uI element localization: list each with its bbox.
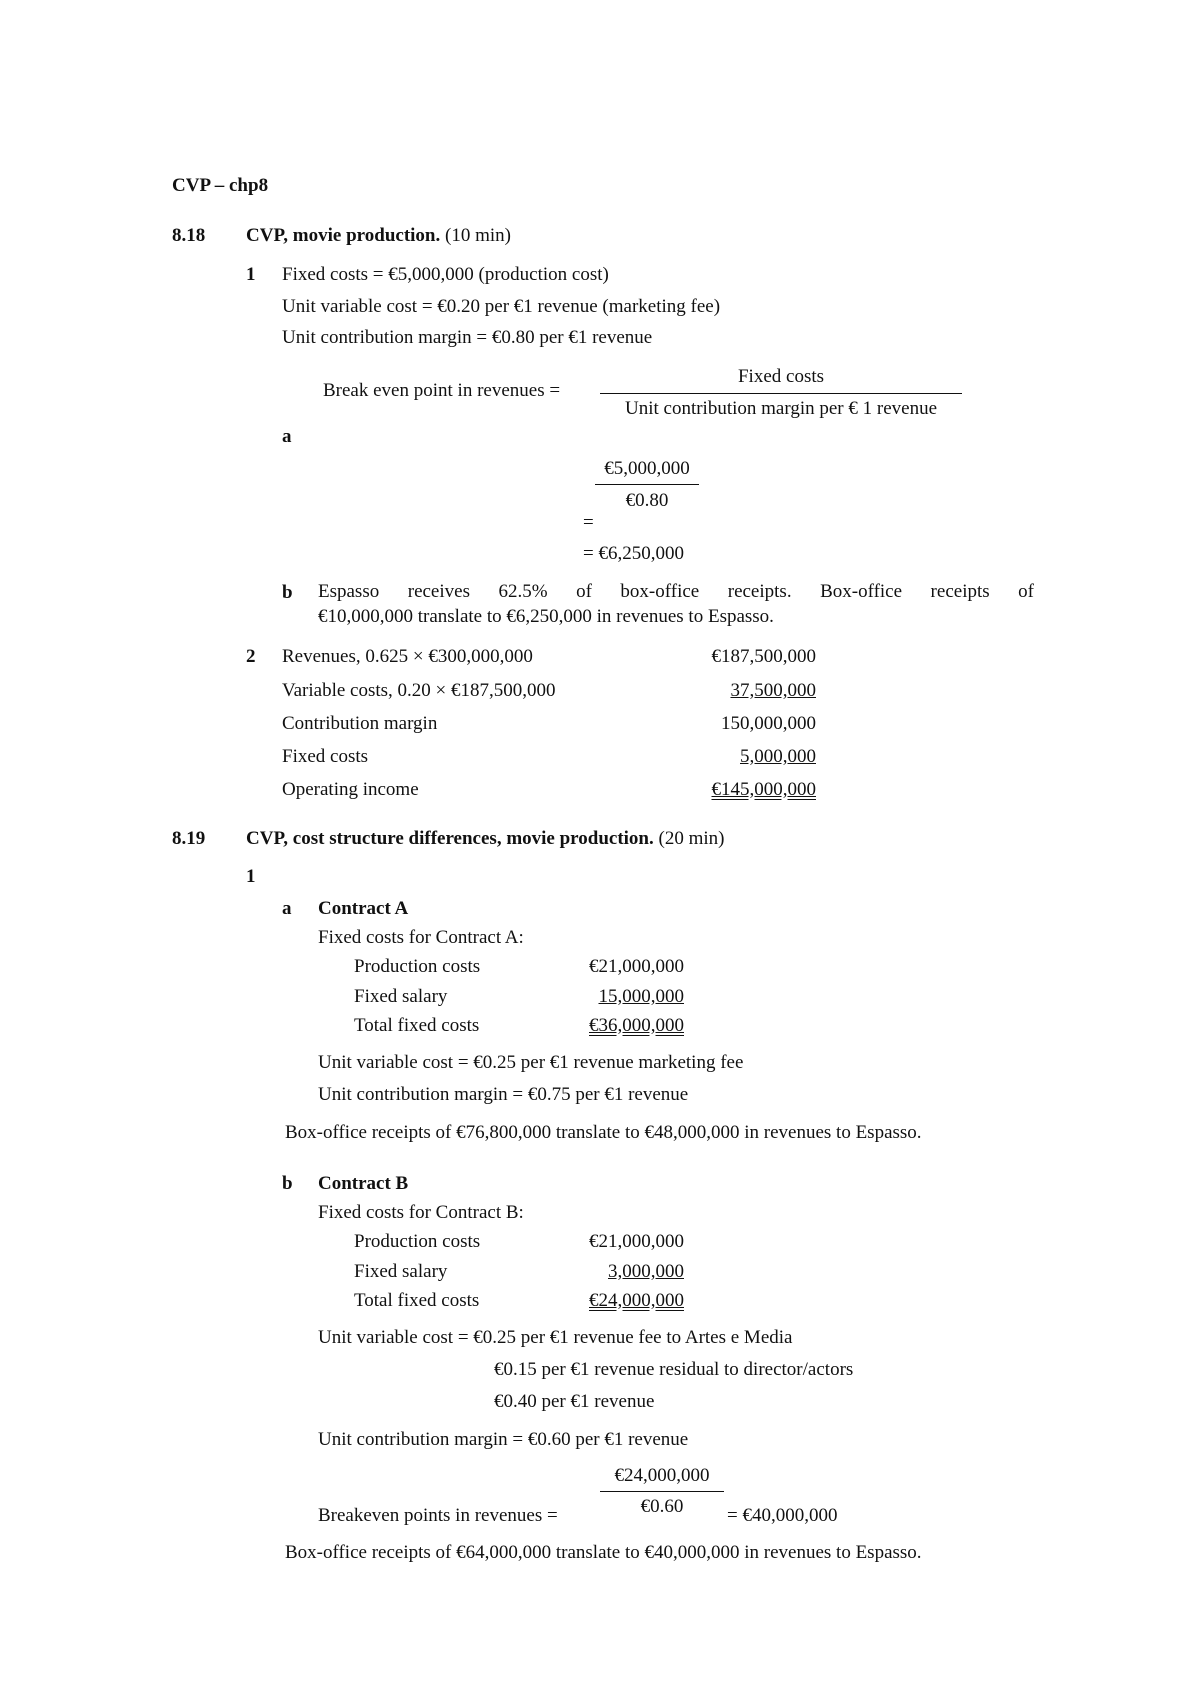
row-value-contribution-margin — [640, 713, 816, 735]
a-numerator: €5,000,000 — [604, 458, 690, 479]
row-value-revenues — [640, 646, 816, 668]
value-text: €21,000,000 — [589, 1231, 684, 1252]
contract-b-row-label: Fixed salary — [354, 1261, 448, 1282]
contract-a-row-value — [540, 986, 684, 1008]
heading-text: CVP, cost structure differences, movie production. — [246, 828, 654, 849]
value-text: €21,000,000 — [589, 956, 684, 977]
value-text: 37,500,000 — [730, 680, 816, 701]
row-value-operating-income — [640, 779, 816, 801]
contract-b-row-label: Total fixed costs — [354, 1290, 480, 1311]
contract-a-uvc: Unit variable cost = €0.25 per €1 revenue marketing fee — [318, 1052, 744, 1073]
contract-b-box-office: Box-office receipts of €64,000,000 translate to €40,000,000 in revenues to Espasso. — [285, 1542, 922, 1563]
row-value-variable-costs — [640, 680, 816, 702]
problem-number-8-18: 8.18 — [172, 225, 206, 246]
a-result: = €6,250,000 — [583, 543, 684, 564]
part-b-label: b — [282, 582, 293, 603]
formula-lhs: Break even point in revenues = — [323, 380, 561, 401]
value-text: 5,000,000 — [740, 746, 816, 767]
formula-numerator: Fixed costs — [737, 366, 825, 387]
breakeven-denominator: €0.60 — [640, 1496, 684, 1517]
contract-b-uvc-2: €0.15 per €1 revenue residual to director/actors — [494, 1359, 854, 1380]
formula-denominator: Unit contribution margin per € 1 revenue — [624, 398, 937, 419]
contract-a-row-value — [540, 956, 684, 978]
value-text: €187,500,000 — [711, 646, 816, 667]
row-label-variable-costs: Variable costs, 0.20 × €187,500,000 — [282, 680, 556, 701]
contract-b-fixed-intro: Fixed costs for Contract B: — [318, 1202, 524, 1223]
contract-a-box-office: Box-office receipts of €76,800,000 translate to €48,000,000 in revenues to Espasso. — [285, 1122, 922, 1143]
contract-a-ucm: Unit contribution margin = €0.75 per €1 revenue — [318, 1084, 689, 1105]
value-text: 150,000,000 — [721, 713, 816, 734]
contract-a-label: a — [282, 898, 292, 919]
heading-time: (10 min) — [440, 225, 511, 246]
value-text: 3,000,000 — [608, 1261, 684, 1282]
a-equals: = — [583, 512, 594, 533]
b-line-2: €10,000,000 translate to €6,250,000 in revenues to Espasso. — [318, 606, 774, 627]
unit-contribution-margin-line: Unit contribution margin = €0.80 per €1 revenue — [282, 327, 653, 348]
contract-b-uvc-3: €0.40 per €1 revenue — [494, 1391, 655, 1412]
b-line-1: Espasso receives 62.5% of box-office receipts. Box-office receipts of — [318, 581, 1034, 602]
value-text: €145,000,000 — [711, 779, 816, 800]
part-a-label: a — [282, 426, 292, 447]
contract-b-uvc-1: Unit variable cost = €0.25 per €1 revenue fee to Artes e Media — [318, 1327, 793, 1348]
problem-number-8-19: 8.19 — [172, 828, 206, 849]
contract-b-ucm: Unit contribution margin = €0.60 per €1 revenue — [318, 1429, 689, 1450]
part-number-2: 2 — [246, 646, 256, 667]
part-number-1-8-19: 1 — [246, 866, 256, 887]
unit-variable-cost-line: Unit variable cost = €0.20 per €1 revenue (marketing fee) — [282, 296, 721, 317]
breakeven-numerator: €24,000,000 — [614, 1465, 710, 1486]
contract-a-row-label: Total fixed costs — [354, 1015, 480, 1036]
contract-a-row-value — [540, 1015, 684, 1037]
formula-fraction-bar — [600, 393, 962, 394]
row-value-fixed-costs — [640, 746, 816, 768]
fixed-costs-line: Fixed costs = €5,000,000 (production cost) — [282, 264, 609, 285]
part-number-1: 1 — [246, 264, 256, 285]
row-label-operating-income: Operating income — [282, 779, 419, 800]
document-title: CVP – chp8 — [172, 175, 269, 196]
breakeven-lhs: Breakeven points in revenues = — [318, 1505, 558, 1526]
value-text: 15,000,000 — [598, 986, 684, 1007]
problem-heading-8-19 — [246, 828, 724, 850]
contract-a-row-label: Fixed salary — [354, 986, 448, 1007]
a-denominator: €0.80 — [625, 490, 669, 511]
breakeven-fraction-bar — [600, 1491, 724, 1492]
row-label-contribution-margin: Contribution margin — [282, 713, 438, 734]
contract-a-fixed-intro: Fixed costs for Contract A: — [318, 927, 524, 948]
row-label-fixed-costs: Fixed costs — [282, 746, 369, 767]
contract-a-row-label: Production costs — [354, 956, 481, 977]
contract-b-row-value — [540, 1290, 684, 1312]
heading-time: (20 min) — [653, 828, 725, 849]
contract-b-row-label: Production costs — [354, 1231, 481, 1252]
contract-b-row-value — [540, 1261, 684, 1283]
heading-text: CVP, movie production. — [246, 225, 441, 246]
value-text: €36,000,000 — [589, 1015, 684, 1036]
contract-a-title: Contract A — [318, 898, 409, 919]
problem-heading-8-18 — [246, 225, 511, 247]
a-fraction-bar — [595, 484, 699, 485]
breakeven-result: = €40,000,000 — [727, 1505, 838, 1526]
contract-b-row-value — [540, 1231, 684, 1253]
value-text: €24,000,000 — [589, 1290, 684, 1311]
row-label-revenues: Revenues, 0.625 × €300,000,000 — [282, 646, 533, 667]
contract-b-title: Contract B — [318, 1173, 409, 1194]
contract-b-label: b — [282, 1173, 293, 1194]
